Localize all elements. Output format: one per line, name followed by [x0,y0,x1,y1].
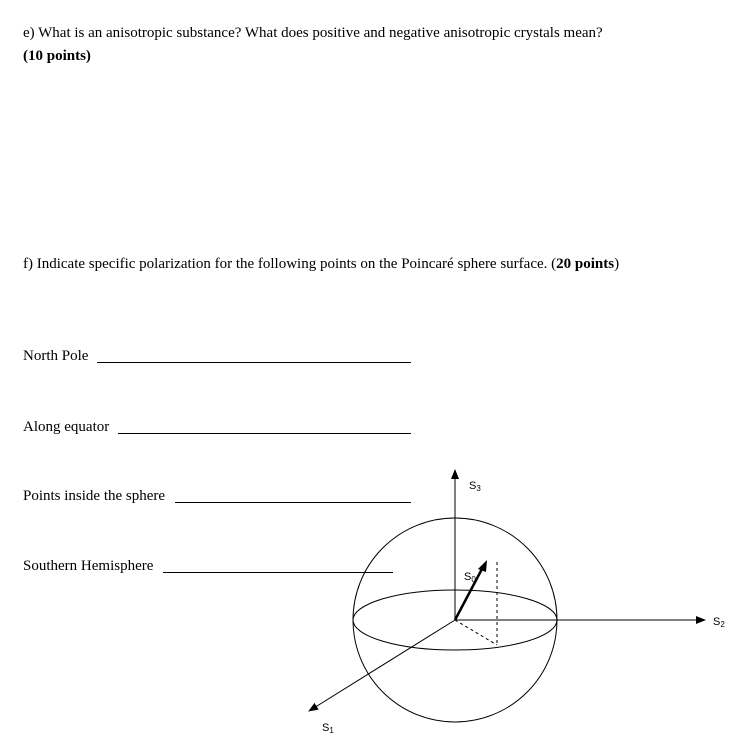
question-f-closing: ) [614,256,620,272]
s1-axis [309,620,455,711]
question-f-text: f) Indicate specific polarization for the following points on the Poincaré sphere surface. ( [23,256,557,272]
s0-horizontal-projection [455,620,497,645]
s0-label: S0 [464,571,476,584]
s1-label: S1 [322,722,334,735]
answer-label: Along equator [23,419,110,435]
s3-label: S3 [469,480,481,493]
question-e-points: (10 points) [23,48,91,64]
question-e-text: e) What is an anisotropic substance? What does positive and negative anisotropic crystals mean? [23,25,603,41]
answer-label: Points inside the sphere [23,488,166,504]
question-f-points: 20 points [556,256,615,272]
answer-label: Southern Hemisphere [23,558,154,574]
answer-label: North Pole [23,348,89,364]
s0-vector-arrowhead [478,560,487,572]
s2-label: S2 [713,616,725,629]
